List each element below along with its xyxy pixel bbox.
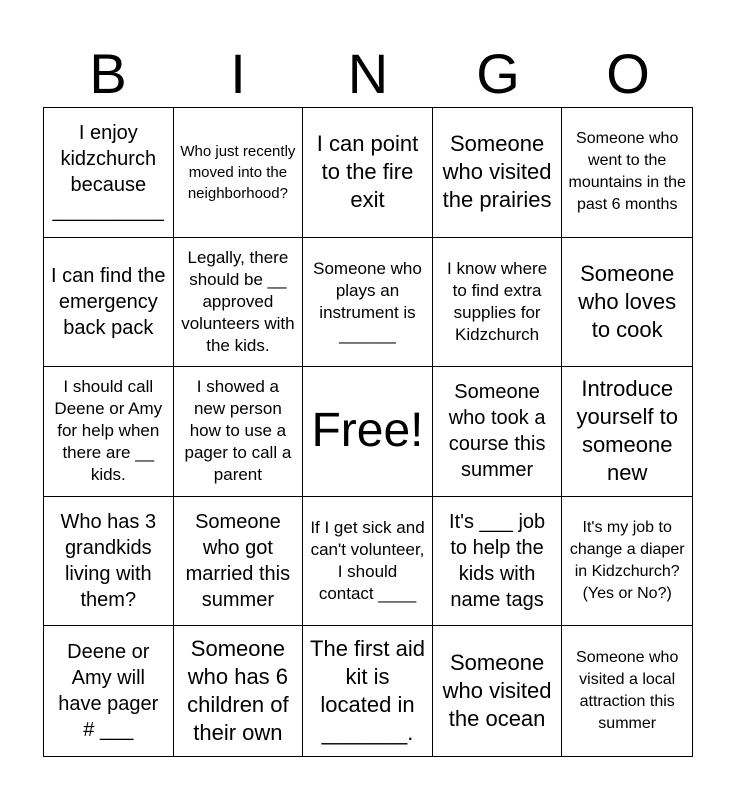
header-letter-n: N: [347, 42, 389, 105]
header-letter-o: O: [606, 42, 650, 105]
bingo-cell-r2c1: I can find the emergency back pack: [44, 238, 174, 368]
bingo-cell-r5c5: Someone who visited a local attraction this summer: [576, 649, 679, 733]
bingo-cell-r4c2: Someone who got married this summer: [174, 497, 304, 627]
bingo-cell-r1c3: I can point to the fire exit: [303, 108, 433, 238]
bingo-cell-r3c5: Introduce yourself to someone new: [562, 367, 692, 497]
bingo-cell-r1c4: Someone who visited the prairies: [433, 108, 563, 238]
bingo-cell-r2c5: Someone who loves to cook: [562, 238, 692, 368]
bingo-cell-r5c1: Deene or Amy will have pager # ___: [44, 626, 174, 756]
bingo-cell-free: Free!: [303, 367, 433, 497]
bingo-cell-r5c3: The first aid kit is located in _______.: [303, 626, 433, 756]
bingo-cell-r2c4: I know where to find extra supplies for Kidzchurch: [433, 238, 563, 368]
header-letter-g: G: [476, 42, 520, 105]
bingo-grid: [43, 107, 693, 757]
bingo-header: [43, 40, 693, 108]
bingo-cell-r5c2: Someone who has 6 children of their own: [174, 626, 304, 756]
bingo-cell-r2c3: Someone who plays an instrument is ______: [303, 238, 433, 368]
header-letter-b: B: [89, 42, 127, 105]
bingo-cell-r3c1: I should call Deene or Amy for help when there are __ kids.: [44, 367, 174, 497]
bingo-cell-r3c2: I showed a new person how to use a pager to call a parent: [174, 367, 304, 497]
bingo-cell-r1c1: I enjoy kidzchurch because __________: [44, 108, 174, 238]
bingo-cell-r4c4: It's ___ job to help the kids with name tags: [433, 497, 563, 627]
bingo-cell-r4c5: It's my job to change a diaper in Kidzchurch? (Yes or No?): [562, 497, 692, 627]
bingo-cell-r2c2: Legally, there should be __ approved volunteers with the kids.: [174, 238, 304, 368]
header-letter-i: I: [230, 42, 246, 105]
bingo-cell-r1c2: Who just recently moved into the neighborhood?: [174, 108, 304, 238]
bingo-cell-r3c4: Someone who took a course this summer: [433, 367, 563, 497]
bingo-cell-r5c4: Someone who visited the ocean: [433, 626, 563, 756]
bingo-cell-r1c5: Someone who went to the mountains in the past 6 months: [562, 108, 692, 238]
bingo-cell-r4c1: Who has 3 grandkids living with them?: [44, 497, 174, 627]
bingo-cell-r4c3: If I get sick and can't volunteer, I should contact ____: [303, 497, 433, 627]
